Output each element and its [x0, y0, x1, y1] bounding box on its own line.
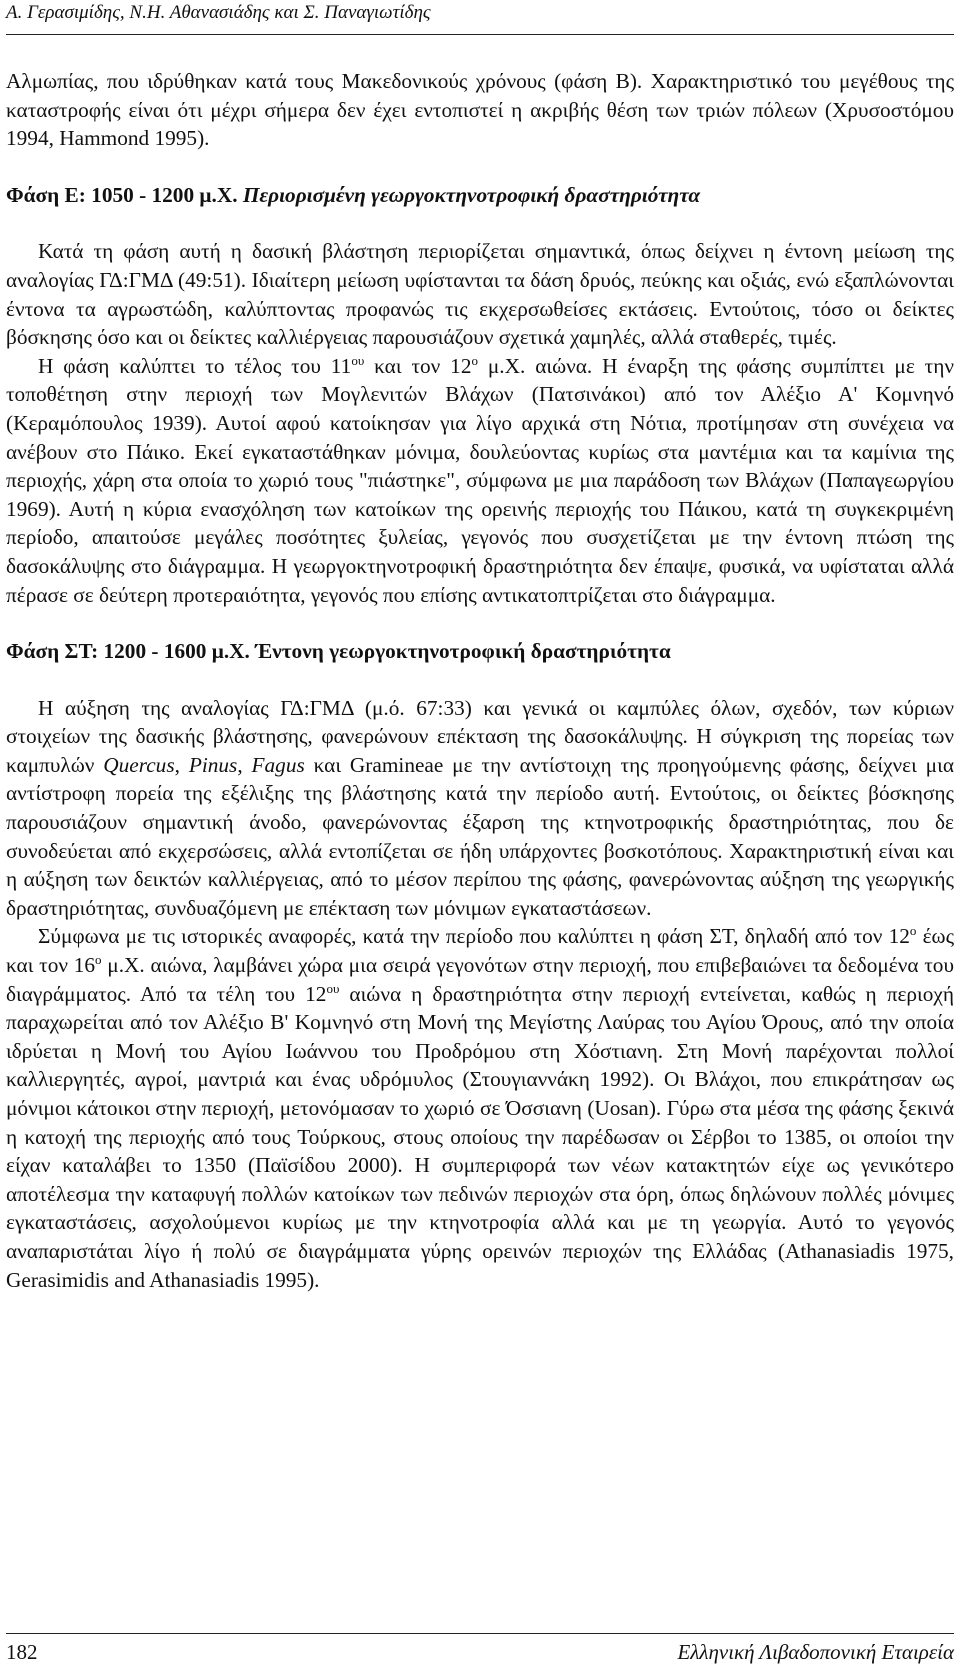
header-rule [6, 34, 954, 35]
text-run: Η αύξηση της αναλογίας ΓΔ:ΓΜΔ (μ.ό. 67:33) και γενικά οι καμπύλες όλων, σχεδόν, των κύριων στοιχείων της δασικής βλάστησης, φανερώνουν επέκταση της δασοκάλυψης. Η σύγκριση της πορείας των καμπυλών [6, 695, 954, 777]
page-body [6, 67, 954, 1294]
footer-rule [6, 1633, 954, 1634]
paragraph [6, 694, 954, 923]
section-heading-label: Φάση ΣΤ: 1200 - 1600 μ.Χ. [6, 639, 250, 664]
text-run: μ.Χ. αιώνα, λαμβάνει χώρα μια σειρά γεγονότων στην περιοχή, που επιβεβαιώνει τα δεδομένα του διαγράμματος. Από τα τέλη του 12 [6, 953, 954, 1006]
text-run: , [237, 752, 252, 777]
section-heading-phase-st [6, 637, 954, 666]
section-heading-title: Έντονη γεωργοκτηνοτροφική δραστηριότητα [255, 639, 671, 664]
footer-publisher: Ελληνική Λιβαδοπονική Εταιρεία [677, 1640, 954, 1664]
text-run: αιώνα η δραστηριότητα στην περιοχή εντείνεται, καθώς η περιοχή παραχωρείται από τον Αλέξιο Β' Κομνηνό στη Μονή της Μεγίστης Λαύρας του Αγίου Όρους, από την οποία ιδρύεται η Μονή του Αγίου Ιωάννου του Προδρόμου στη Χόστιανη. Στη Μονή παρέχονται πολλοί καλλιεργητές, αγροί, μαντριά και ένας υδρόμυλος (Στουγιαννάκη 1992). Οι Βλάχοι, που επικράτησαν ως μόνιμοι κάτοικοι στην περιοχή, μετονόμασαν το χωριό σε Όσσιανη (Uosan). Γύρω στα μέσα της φάσης ξεκινά η κατοχή της περιοχής από τους Τούρκους, στους οποίους την παρέδωσαν οι Σέρβοι το 1385, οι οποίοι την είχαν καταλάβει το 1350 (Παϊσίδου 2000). Η συμπεριφορά των νέων κατακτητών είχε ως γενικότερο αποτέλεσμα την καταφυγή πολλών κατοίκων των πεδινών περιοχών στα όρη, όπως δηλώνουν πολλές μόνιμες εγκαταστάσεις, ασχολούμενοι κυρίως με την κτηνοτροφία αλλά και με τη γεωργία. Αυτό το γεγονός αναπαριστάται λίγο ή πολύ σε διαγράμματα γύρης ορεινών περιοχών της Ελλάδας (Athanasiadis 1975, Gerasimidis and Athanasiadis 1995). [6, 981, 955, 1292]
paragraph [6, 352, 954, 609]
superscript: ο [95, 951, 102, 967]
section-heading-label: Φάση Ε: 1050 - 1200 μ.Χ. [6, 182, 238, 207]
running-header: Α. Γερασιμίδης, Ν.Η. Αθανασιάδης και Σ. Παναγιωτίδης [6, 2, 431, 23]
superscript: ου [351, 352, 365, 368]
text-run: έως και τον 16 [6, 924, 955, 978]
superscript: ου [326, 980, 340, 996]
section-heading-phase-e [6, 181, 954, 210]
superscript: ο [909, 923, 917, 939]
text-run: Σύμφωνα με τις ιστορικές αναφορές, κατά την περίοδο που καλύπτει η φάση ΣΤ, δηλαδή από τον 12 [38, 924, 910, 949]
superscript: ο [471, 352, 478, 368]
species-name: Fagus [251, 752, 305, 777]
species-name: Quercus [103, 752, 175, 777]
text-run: και Gramineae με την αντίστοιχη της προηγούμενης φάσης, δείχνει μια αντίστροφη πορεία της εξέλιξης της βλάστησης κατά την περίοδο αυτή. Εντούτοις, οι δείκτες βόσκησης παρουσιάζουν σημαντική άνοδο, φανερώνοντας έξαρση της κτηνοτροφικής δραστηριότητας, που δε συνοδεύεται από εκχερσώσεις, αλλά εντοπίζεται σε ήδη υπάρχοντες βοσκοτόπους. Χαρακτηριστική είναι και η αύξηση των δεικτών καλλιέργειας, από το μέσον περίπου της φάσης, φανερώνοντας αύξηση της γεωργικής δραστηριότητας, συνδυαζόμενη με επέκταση των μόνιμων εγκαταστάσεων. [6, 752, 954, 920]
paragraph [6, 922, 954, 1294]
paragraph: Κατά τη φάση αυτή η δασική βλάστηση περιορίζεται σημαντικά, όπως δείχνει η έντονη μείωση της αναλογίας ΓΔ:ΓΜΔ (49:51). Ιδιαίτερη μείωση υφίστανται τα δάση δρυός, πεύκης και οξιάς, ενώ εξαπλώνονται έντονα τα αγρωστώδη, καλύπτοντας προφανώς τις εκχερσωθείσες εκτάσεις. Εντούτοις, τόσο οι δείκτες βόσκησης όσο και οι δείκτες καλλιέργειας παρουσιάζουν σχετικά χαμηλές, αλλά σταθερές, τιμές. [6, 239, 954, 350]
text-run: μ.Χ. αιώνα. Η έναρξη της φάσης συμπίπτει με την τοποθέτηση στην περιοχή των Μογλενιτών Βλάχων (Πατσινάκοι) από τον Αλέξιο Α' Κομνηνό (Κεραμόπουλος 1939). Αυτοί αφού κατοίκησαν για λίγο αρχικά στη Νότια, προτίμησαν στη συνέχεια να ανέβουν στο Πάικο. Εκεί εγκαταστάθηκαν μόνιμα, δουλεύοντας κυρίως στα μαντέμια και τα καμίνια της περιοχής, χάρη στα οποία το χωριό τους "πιάστηκε", σύμφωνα με μια παράδοση των Βλάχων (Παπαγεωργίου 1969). Αυτή η κύρια ενασχόληση των κατοίκων της ορεινής περιοχής του Πάικου, κατά τη συγκεκριμένη περίοδο, απαιτούσε μεγάλες ποσότητες ξυλείας, γεγονός που συσχετίζεται με την έντονη πτώση της δασοκάλυψης στο διάγραμμα. Η γεωργοκτηνοτροφική δραστηριότητα δεν έπαψε, φυσικά, να υφίσταται αλλά πέρασε σε δεύτερη προτεραιότητα, γεγονός που επίσης αντικατοπτρίζεται στο διάγραμμα. [6, 353, 955, 607]
section-heading-title: Περιορισμένη γεωργοκτηνοτροφική δραστηριότητα [242, 182, 701, 207]
text-run: , [174, 752, 189, 777]
text-run: Η φάση καλύπτει το τέλος του 11 [38, 353, 352, 378]
species-name: Pinus [188, 752, 238, 777]
text-run: και τον 12 [364, 353, 472, 378]
paragraph: Αλμωπίας, που ιδρύθηκαν κατά τους Μακεδονικούς χρόνους (φάση Β). Χαρακτηριστικό του μεγέθους της καταστροφής είναι ότι μέχρι σήμερα δεν έχει εντοπιστεί η ακριβής θέση των τριών πόλεων (Χρυσοστόμου 1994, Hammond 1995). [6, 69, 954, 151]
page-number: 182 [6, 1640, 38, 1664]
